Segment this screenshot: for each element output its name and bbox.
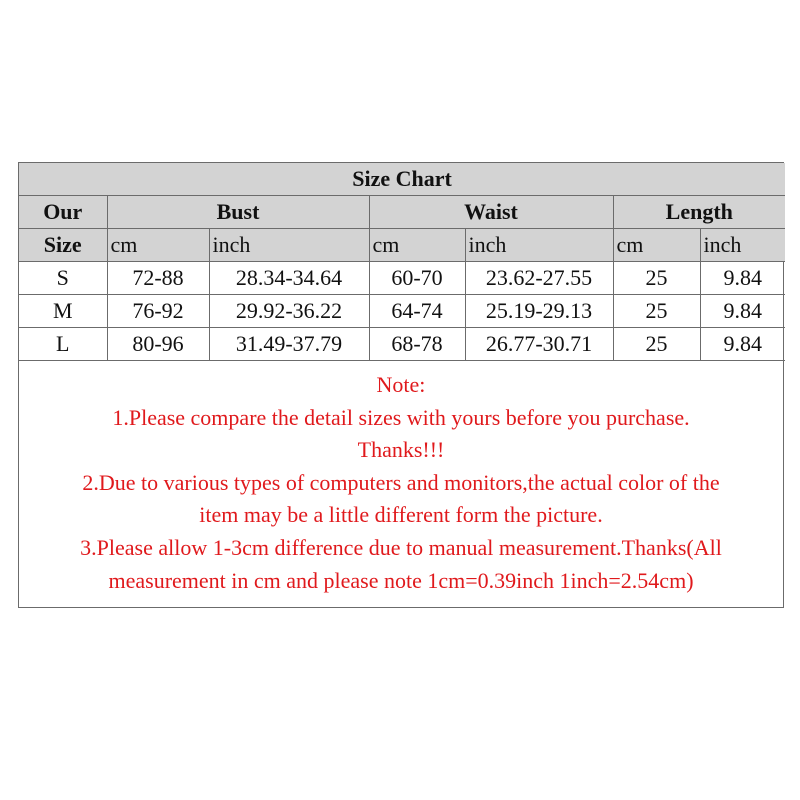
waist-cm-cell: 68-78 (369, 328, 465, 361)
note-heading: Note: (376, 372, 426, 397)
bust-cm-cell: 76-92 (107, 295, 209, 328)
note-line: 2.Due to various types of computers and monitors,the actual color of the (82, 469, 720, 495)
bust-header: Bust (107, 196, 369, 229)
our-size-header-top: Our (19, 196, 107, 229)
unit-waist-inch: inch (465, 229, 613, 262)
table-title: Size Chart (19, 163, 785, 196)
note-line: 1.Please compare the detail sizes with yours before you purchase. (112, 404, 690, 430)
bust-inch-cell: 29.92-36.22 (209, 295, 369, 328)
size-label: M (19, 295, 107, 328)
length-cm-cell: 25 (613, 295, 700, 328)
size-label: L (19, 328, 107, 361)
unit-length-cm: cm (613, 229, 700, 262)
note-box (19, 361, 783, 607)
waist-inch-cell: 25.19-29.13 (465, 295, 613, 328)
size-table (19, 163, 785, 361)
size-label: S (19, 262, 107, 295)
unit-length-inch: inch (700, 229, 785, 262)
length-cm-cell: 25 (613, 262, 700, 295)
table-row (19, 328, 785, 361)
note-line: item may be a little different form the picture. (199, 502, 603, 528)
size-chart (18, 162, 784, 608)
bust-inch-cell: 31.49-37.79 (209, 328, 369, 361)
waist-header: Waist (369, 196, 613, 229)
length-cm-cell: 25 (613, 328, 700, 361)
length-header: Length (613, 196, 785, 229)
bust-cm-cell: 72-88 (107, 262, 209, 295)
table-row (19, 295, 785, 328)
length-inch-cell: 9.84 (700, 295, 785, 328)
bust-inch-cell: 28.34-34.64 (209, 262, 369, 295)
waist-inch-cell: 23.62-27.55 (465, 262, 613, 295)
length-inch-cell: 9.84 (700, 328, 785, 361)
note-line: 3.Please allow 1-3cm difference due to manual measurement.Thanks(All (80, 534, 722, 560)
waist-inch-cell: 26.77-30.71 (465, 328, 613, 361)
note-line: Thanks!!! (357, 437, 445, 463)
unit-waist-cm: cm (369, 229, 465, 262)
length-inch-cell: 9.84 (700, 262, 785, 295)
waist-cm-cell: 64-74 (369, 295, 465, 328)
waist-cm-cell: 60-70 (369, 262, 465, 295)
unit-bust-inch: inch (209, 229, 369, 262)
note-line: measurement in cm and please note 1cm=0.39inch 1inch=2.54cm) (108, 567, 694, 593)
table-row (19, 262, 785, 295)
our-size-header-bottom: Size (19, 229, 107, 262)
unit-bust-cm: cm (107, 229, 209, 262)
bust-cm-cell: 80-96 (107, 328, 209, 361)
